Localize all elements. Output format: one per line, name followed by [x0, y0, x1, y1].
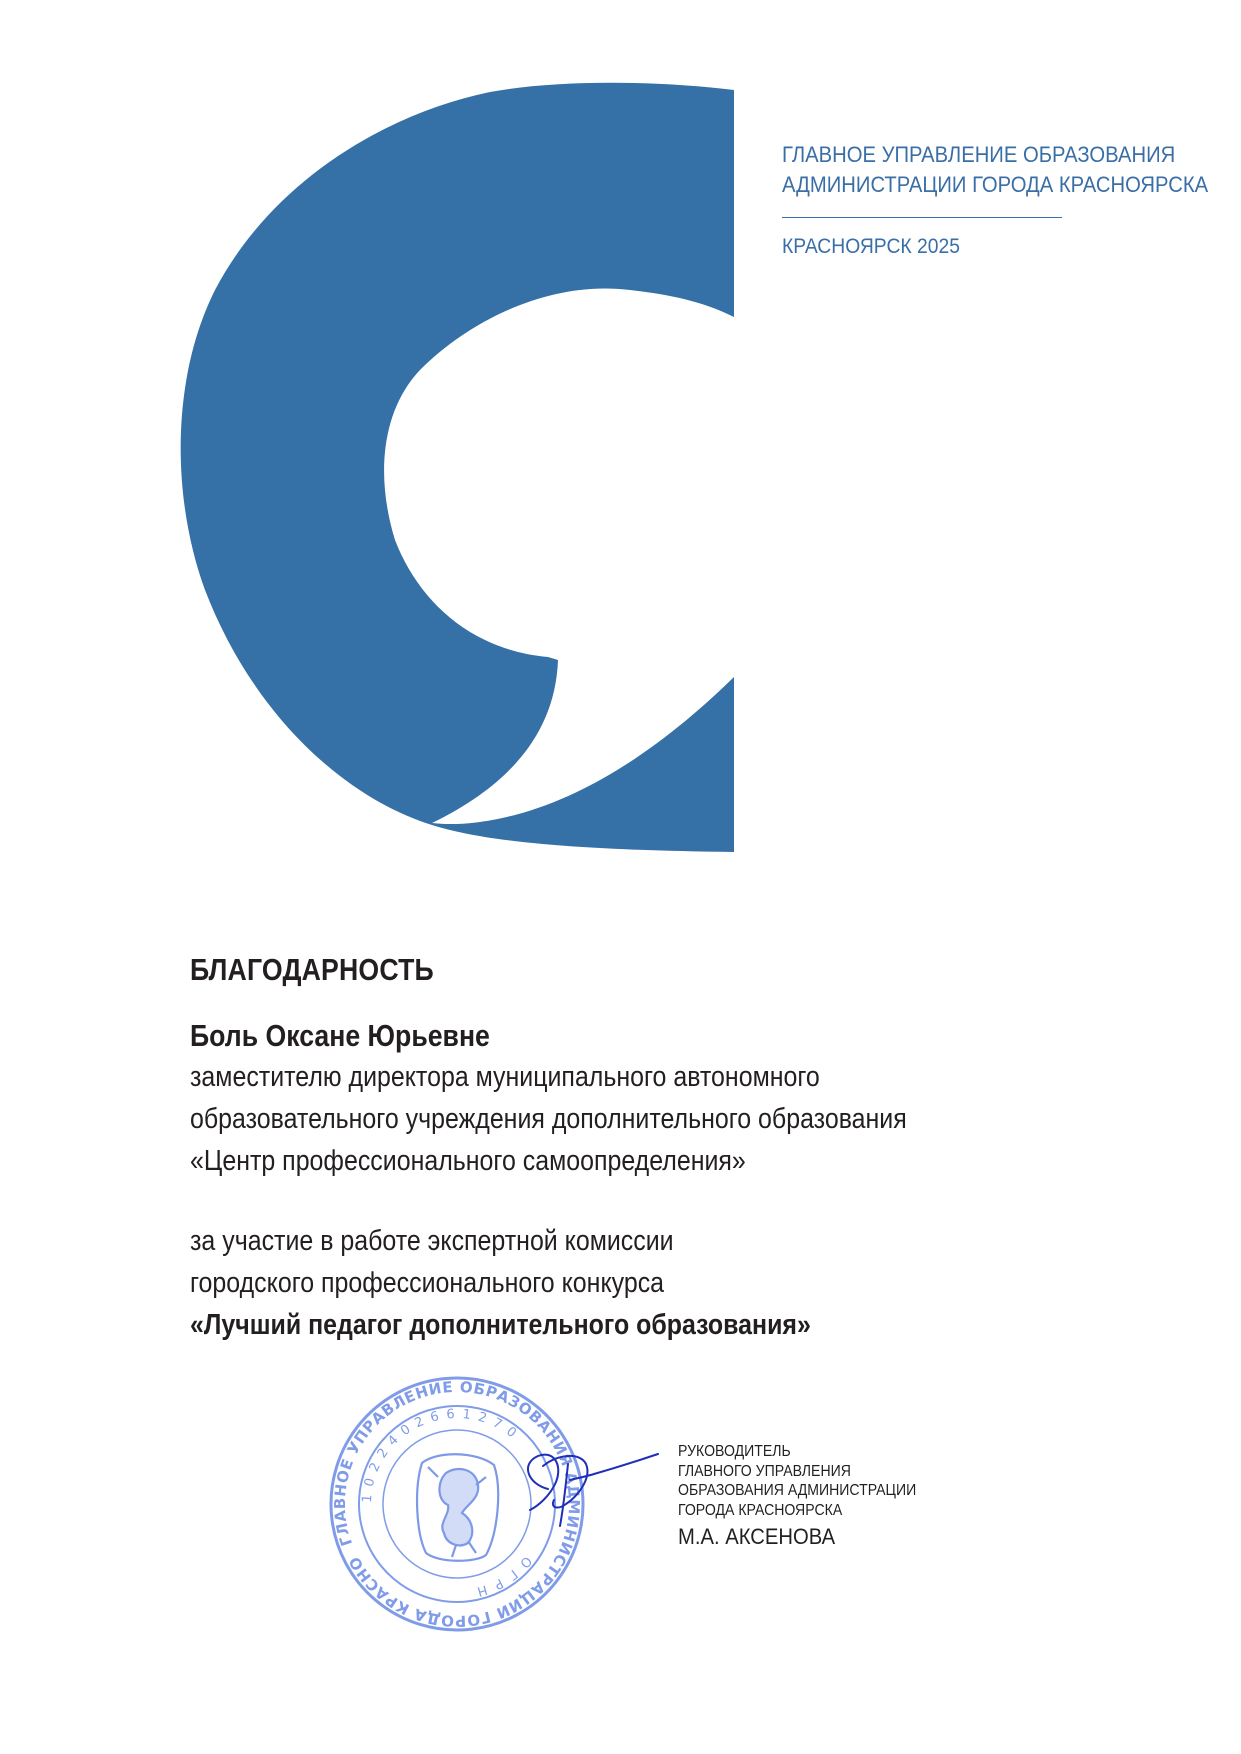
reason-line-1: за участие в работе экспертной комиссии — [190, 1225, 674, 1257]
header-divider — [782, 217, 1062, 218]
paragraph-gap — [190, 1182, 1023, 1220]
signatory-title-line-2: ГЛАВНОГО УПРАВЛЕНИЯ — [678, 1462, 851, 1480]
recipient-name: Боль Оксане Юрьевне — [190, 1018, 490, 1053]
organization-header — [782, 140, 1241, 260]
organization-name-line-1: ГЛАВНОЕ УПРАВЛЕНИЕ ОБРАЗОВАНИЯ — [782, 142, 1176, 167]
handwritten-signature — [508, 1434, 668, 1534]
certificate-title: БЛАГОДАРНОСТЬ — [190, 952, 434, 987]
signatory-title-line-4: ГОРОДА КРАСНОЯРСКА — [678, 1501, 843, 1519]
stamp-outer-text: ГЛАВНОЕ УПРАВЛЕНИЕ ОБРАЗОВАНИЯ АДМИНИСТРАЦИИ ГОРОДА КРАСНОЯРСКА — [330, 1377, 584, 1631]
logo-mark — [0, 0, 760, 880]
coat-of-arms-icon — [417, 1454, 498, 1561]
signatory-title-line-1: РУКОВОДИТЕЛЬ — [678, 1443, 791, 1460]
certificate-body — [190, 950, 1023, 1346]
contest-name: «Лучший педагог дополнительного образования» — [190, 1309, 811, 1341]
stamp-ogrn-label: О Г Р Н — [473, 1553, 535, 1599]
signatory-block — [678, 1442, 949, 1551]
position-line-3: «Центр профессионального самоопределения» — [190, 1145, 746, 1177]
stamp-ogrn-number: 1 0 2 2 4 0 2 6 6 1 2 7 0 — [359, 1406, 521, 1504]
position-line-2: образовательного учреждения дополнительного образования — [190, 1103, 907, 1135]
organization-name-line-2: АДМИНИСТРАЦИИ ГОРОДА КРАСНОЯРСКА — [782, 172, 1209, 197]
position-line-1: заместителю директора муниципального автономного — [190, 1061, 820, 1093]
logo-c-shape — [181, 83, 734, 852]
reason-line-2: городского профессионального конкурса — [190, 1267, 665, 1299]
signatory-title-line-3: ОБРАЗОВАНИЯ АДМИНИСТРАЦИИ — [678, 1482, 917, 1499]
city-year: КРАСНОЯРСК 2025 — [782, 235, 961, 258]
signatory-name: М.А. АКСЕНОВА — [678, 1524, 836, 1549]
